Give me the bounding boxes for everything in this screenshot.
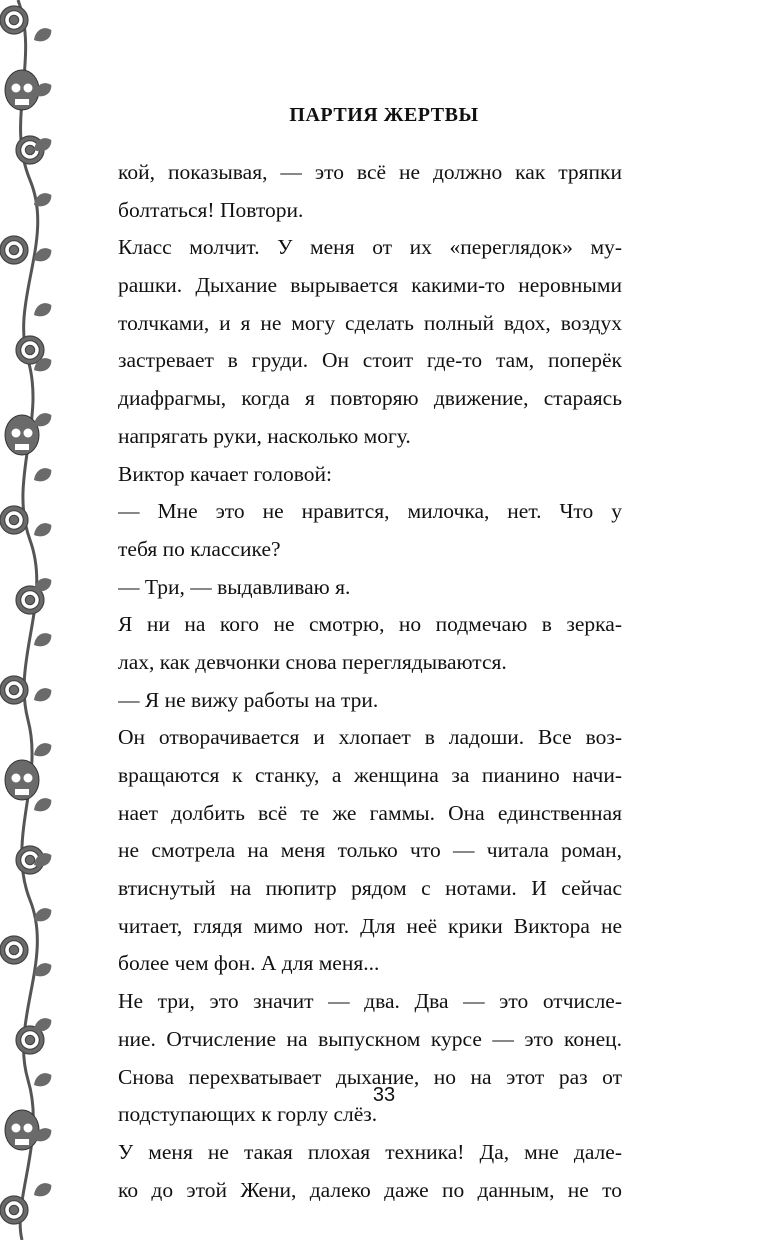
text-line: застревает в груди. Он стоит где-то там, поперёк (118, 348, 622, 373)
text-line: кой, показывая, — это всё не должно как тряпки (118, 160, 622, 184)
text-line: напрягать руки, насколько могу. (118, 423, 411, 448)
leaf-icon (31, 795, 54, 815)
text-line: — Мне это не нравится, милочка, нет. Что у (118, 499, 622, 524)
skull-icon (5, 415, 39, 455)
leaf-icon (31, 465, 54, 485)
text-line: Виктор качает головой: (118, 461, 332, 486)
leaf-icon (31, 740, 54, 760)
body-text (118, 154, 622, 1209)
text-line: болтаться! Повтори. (118, 197, 304, 222)
text-line: У меня не такая плохая техника! Да, мне дале- (118, 1139, 622, 1164)
text-line: читает, глядя мимо нот. Для неё крики Виктора не (118, 913, 622, 938)
text-line: рашки. Дыхание вырывается какими-то неровными (118, 273, 622, 298)
leaf-icon (31, 520, 54, 540)
page-number: 33 (372, 1084, 396, 1106)
leaf-icon (31, 25, 54, 45)
text-line: вращаются к станку, а женщина за пианино начи- (118, 763, 622, 787)
text-line: тебя по классике? (118, 536, 281, 561)
text-line: Я ни на кого не смотрю, но подмечаю в зерка- (118, 612, 622, 637)
rose-icon (0, 676, 28, 704)
text-line: — Три, — выдавливаю я. (118, 574, 351, 599)
decorative-border (0, 0, 70, 1240)
skull-icon (5, 760, 39, 800)
text-line: — Я не вижу работы на три. (118, 687, 379, 712)
text-line: более чем фон. А для меня... (118, 951, 380, 976)
text-line: ние. Отчисление на выпускном курсе — это конец. (118, 1026, 622, 1051)
text-line: толчками, и я не могу сделать полный вдох, воздух (118, 310, 622, 335)
text-line: Класс молчит. У меня от их «переглядок» му- (118, 235, 622, 260)
text-line: Он отворачивается и хлопает в ладоши. Все воз- (118, 725, 622, 750)
running-header: ПАРТИЯ ЖЕРТВЫ (289, 104, 479, 126)
text-line: Не три, это значит — два. Два — это отчисле- (118, 989, 622, 1014)
leaf-icon (31, 685, 54, 705)
text-line: диафрагмы, когда я повторяю движение, стараясь (118, 386, 622, 411)
leaf-icon (31, 300, 54, 320)
text-line: подступающих к горлу слёз. (118, 1102, 378, 1127)
skull-icon (5, 1110, 39, 1150)
text-line: втиснутый на пюпитр рядом с нотами. И сейчас (118, 876, 622, 901)
rose-icon (0, 1196, 28, 1224)
text-line: ко до этой Жени, далеко даже по данным, не то (118, 1177, 622, 1202)
text-line: лах, как девчонки снова переглядываются. (118, 649, 507, 674)
rose-icon (0, 506, 28, 534)
rose-icon (0, 936, 28, 964)
text-line: Снова перехватывает дыхание, но на этот раз от (118, 1064, 622, 1089)
text-line: нает долбить всё те же гаммы. Она единственная (118, 800, 622, 825)
rose-icon (0, 236, 28, 264)
leaf-icon (31, 630, 54, 650)
leaf-icon (31, 1180, 54, 1200)
rose-icon (0, 6, 28, 34)
text-line: не смотрела на меня только что — читала роман, (118, 838, 622, 863)
